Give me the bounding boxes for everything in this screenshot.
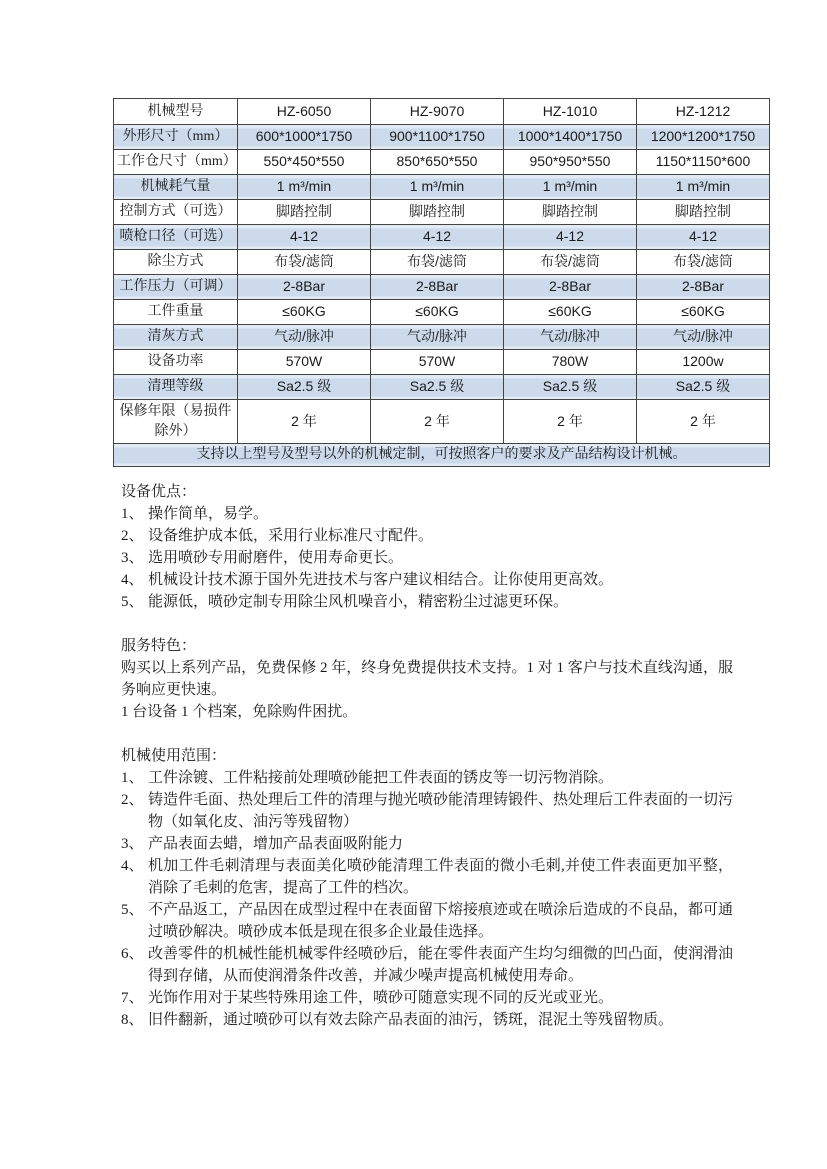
- cell-value: 2-8Bar: [371, 275, 504, 300]
- cell-value: 780W: [504, 350, 637, 375]
- list-item-text: 机加工件毛刺清理与表面美化喷砂能清理工件表面的微小毛刺,并使工件表面更加平整，消除了毛刺的危害，提高了工件的档次。: [148, 858, 733, 896]
- row-label: 机械型号: [114, 99, 238, 125]
- table-row: [114, 375, 770, 400]
- cell-value: 气动/脉冲: [637, 325, 770, 350]
- list-item: [121, 987, 733, 1009]
- row-label: 喷枪口径（可选）: [114, 225, 238, 250]
- cell-value: 900*1100*1750: [371, 125, 504, 150]
- list-item-text: 能源低，喷砂定制专用除尘风机噪音小，精密粉尘过滤更环保。: [148, 594, 569, 610]
- column-header: HZ-1212: [637, 99, 770, 125]
- cell-value: 脚踏控制: [504, 200, 637, 225]
- table-row: [114, 325, 770, 350]
- cell-value: 1000*1400*1750: [504, 125, 637, 150]
- sections: [121, 481, 733, 1031]
- list-item-text: 工件涂镀、工件粘接前处理喷砂能把工件表面的锈皮等一切污物消除。: [148, 770, 614, 786]
- row-label: 控制方式（可选）: [114, 200, 238, 225]
- row-label: 设备功率: [114, 350, 238, 375]
- cell-value: 570W: [238, 350, 371, 375]
- cell-value: 1200*1200*1750: [637, 125, 770, 150]
- section-title: 机械使用范围：: [121, 748, 227, 764]
- cell-value: 脚踏控制: [238, 200, 371, 225]
- list-item-text: 操作简单，易学。: [148, 506, 269, 522]
- cell-value: 气动/脉冲: [371, 325, 504, 350]
- list-item: [121, 547, 733, 569]
- table-row: [114, 250, 770, 275]
- table-row: [114, 225, 770, 250]
- list-item-text: 旧件翻新，通过喷砂可以有效去除产品表面的油污，锈斑，混泥土等残留物质。: [148, 1012, 674, 1028]
- table-row: [114, 200, 770, 225]
- cell-value: ≤60KG: [371, 300, 504, 325]
- list-item: [121, 569, 733, 591]
- list-item-text: 机械设计技术源于国外先进技术与客户建议相结合。让你使用更高效。: [148, 572, 614, 588]
- list-item-number: 4、: [121, 858, 144, 874]
- cell-value: 2 年: [371, 400, 504, 444]
- cell-value: 布袋/滤筒: [371, 250, 504, 275]
- section-title: 设备优点：: [121, 484, 197, 500]
- cell-value: 850*650*550: [371, 150, 504, 175]
- cell-value: Sa2.5 级: [371, 375, 504, 400]
- table-row: [114, 400, 770, 444]
- cell-value: 脚踏控制: [637, 200, 770, 225]
- cell-value: 1 m³/min: [371, 175, 504, 200]
- cell-value: 600*1000*1750: [238, 125, 371, 150]
- table-footer-note: 支持以上型号及型号以外的机械定制，可按照客户的要求及产品结构设计机械。: [114, 444, 770, 467]
- column-header: HZ-9070: [371, 99, 504, 125]
- cell-value: 2 年: [504, 400, 637, 444]
- cell-value: 1 m³/min: [238, 175, 371, 200]
- cell-value: Sa2.5 级: [504, 375, 637, 400]
- cell-value: 1150*1150*600: [637, 150, 770, 175]
- table-row: [114, 125, 770, 150]
- list-item-text: 铸造件毛面、热处理后工件的清理与抛光喷砂能清理铸锻件、热处理后工件表面的一切污物（如氧化皮、油污等残留物）: [148, 792, 734, 830]
- cell-value: 2-8Bar: [504, 275, 637, 300]
- cell-value: 布袋/滤筒: [238, 250, 371, 275]
- row-label: 机械耗气量: [114, 175, 238, 200]
- cell-value: 2 年: [238, 400, 371, 444]
- list-item: [121, 1009, 733, 1031]
- list-item-text: 不产品返工，产品因在成型过程中在表面留下熔接痕迹或在喷涂后造成的不良品，都可通过喷砂解决。喷砂成本低是现在很多企业最佳选择。: [148, 902, 734, 940]
- list-item-text: 改善零件的机械性能机械零件经喷砂后，能在零件表面产生均匀细微的凹凸面，使润滑油得到存储，从而使润滑条件改善，并减少噪声提高机械使用寿命。: [148, 946, 734, 984]
- list-item-number: 5、: [121, 902, 144, 918]
- table-row: [114, 275, 770, 300]
- list-item-number: 7、: [121, 990, 144, 1006]
- table-footer-row: [114, 444, 770, 467]
- list-item-number: 5、: [121, 594, 144, 610]
- list-item-number: 1、: [121, 506, 144, 522]
- cell-value: 4-12: [371, 225, 504, 250]
- list-item-text: 光饰作用对于某些特殊用途工件，喷砂可随意实现不同的反光或亚光。: [148, 990, 614, 1006]
- cell-value: 布袋/滤筒: [637, 250, 770, 275]
- cell-value: 4-12: [637, 225, 770, 250]
- column-header: HZ-1010: [504, 99, 637, 125]
- list-item: [121, 525, 733, 547]
- cell-value: 布袋/滤筒: [504, 250, 637, 275]
- column-header: HZ-6050: [238, 99, 371, 125]
- cell-value: 1200w: [637, 350, 770, 375]
- list-item-text: 选用喷砂专用耐磨件，使用寿命更长。: [148, 550, 404, 566]
- cell-value: Sa2.5 级: [238, 375, 371, 400]
- list-item-number: 2、: [121, 792, 144, 808]
- row-label: 工作仓尺寸（mm）: [114, 150, 238, 175]
- list-item: [121, 591, 733, 613]
- cell-value: 570W: [371, 350, 504, 375]
- list-item: [121, 789, 733, 833]
- spec-table: [113, 98, 770, 467]
- row-label: 工件重量: [114, 300, 238, 325]
- section-service-features: [121, 635, 733, 723]
- paragraph: 1 台设备 1 个档案，免除购件困扰。: [121, 704, 358, 720]
- table-row: [114, 300, 770, 325]
- list-item-text: 产品表面去蜡，增加产品表面吸附能力: [148, 836, 404, 852]
- cell-value: 2-8Bar: [637, 275, 770, 300]
- cell-value: ≤60KG: [637, 300, 770, 325]
- cell-value: 950*950*550: [504, 150, 637, 175]
- cell-value: 气动/脉冲: [238, 325, 371, 350]
- list-item-number: 8、: [121, 1012, 144, 1028]
- list-item-number: 6、: [121, 946, 144, 962]
- list-item: [121, 943, 733, 987]
- cell-value: 2 年: [637, 400, 770, 444]
- row-label: 工作压力（可调）: [114, 275, 238, 300]
- list-item: [121, 855, 733, 899]
- section-title: 服务特色：: [121, 638, 197, 654]
- list-item-number: 2、: [121, 528, 144, 544]
- row-label: 清理等级: [114, 375, 238, 400]
- row-label: 保修年限（易损件除外）: [114, 400, 238, 444]
- cell-value: 1 m³/min: [504, 175, 637, 200]
- list-item-number: 3、: [121, 550, 144, 566]
- list-item-number: 1、: [121, 770, 144, 786]
- cell-value: 1 m³/min: [637, 175, 770, 200]
- row-label: 清灰方式: [114, 325, 238, 350]
- list-item: [121, 833, 733, 855]
- cell-value: 4-12: [238, 225, 371, 250]
- paragraph: 购买以上系列产品，免费保修 2 年，终身免费提供技术支持。1 对 1 客户与技术直线沟通，服务响应更快速。: [121, 660, 733, 698]
- cell-value: Sa2.5 级: [637, 375, 770, 400]
- list-item-number: 4、: [121, 572, 144, 588]
- list-item: [121, 899, 733, 943]
- cell-value: 2-8Bar: [238, 275, 371, 300]
- cell-value: 气动/脉冲: [504, 325, 637, 350]
- list-item: [121, 503, 733, 525]
- table-row: [114, 175, 770, 200]
- section-device-advantages: [121, 481, 733, 613]
- table-row: [114, 350, 770, 375]
- spec-table-body: [114, 99, 770, 467]
- table-header-row: [114, 99, 770, 125]
- row-label: 除尘方式: [114, 250, 238, 275]
- cell-value: 550*450*550: [238, 150, 371, 175]
- cell-value: ≤60KG: [238, 300, 371, 325]
- table-row: [114, 150, 770, 175]
- section-usage-scope: [121, 745, 733, 1031]
- list-item: [121, 767, 733, 789]
- list-item-number: 3、: [121, 836, 144, 852]
- list-item-text: 设备维护成本低，采用行业标准尺寸配件。: [148, 528, 434, 544]
- cell-value: 脚踏控制: [371, 200, 504, 225]
- cell-value: 4-12: [504, 225, 637, 250]
- row-label: 外形尺寸（mm）: [114, 125, 238, 150]
- cell-value: ≤60KG: [504, 300, 637, 325]
